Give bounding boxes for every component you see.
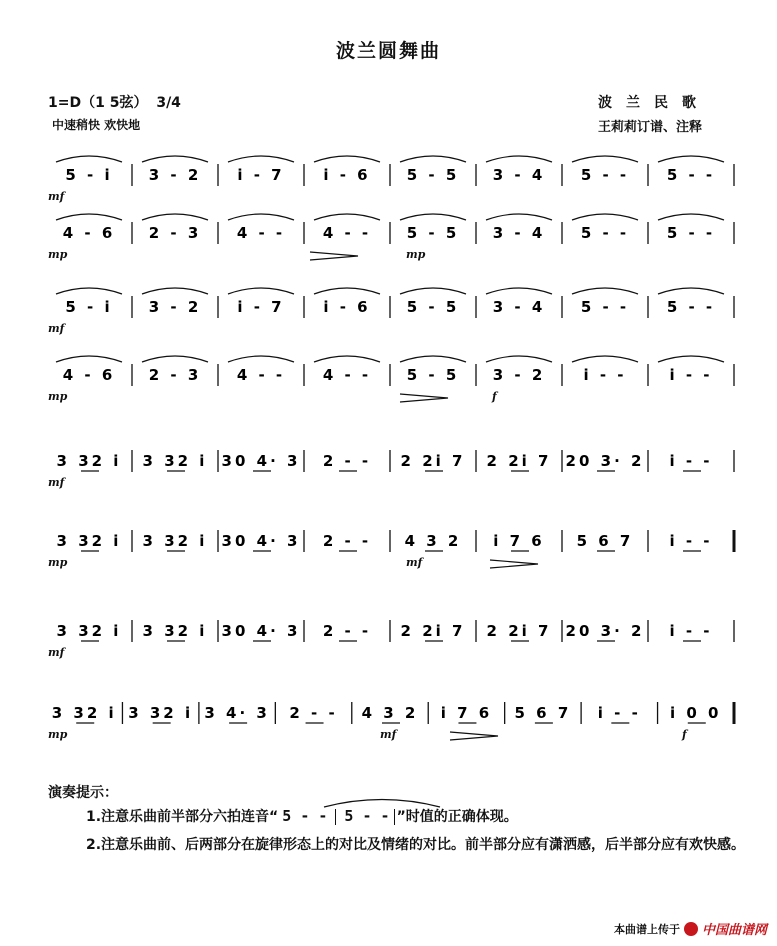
measure-notes: 3 - 2 [148,166,202,184]
measure [57,622,122,641]
key-text: 1=D（1 5弦） [48,95,148,111]
measure-notes: 30 4· 3 [221,622,301,640]
measure-notes: i - - [669,452,713,470]
measure-notes: 4 - - [322,224,372,242]
measure-notes: 20 3· 2 [565,622,645,640]
dynamic-marking: mp [48,728,68,741]
measure [670,704,721,723]
slur-arc-icon [56,288,122,294]
measure [56,214,122,242]
dynamic-marking: mf [48,646,65,659]
barline-icon [394,809,395,825]
slur-arc-icon [658,214,724,220]
measure-notes: 3 - 4 [492,298,546,316]
measure-notes: 3 32 i [142,452,208,470]
dynamic-marking: mp [48,390,68,403]
measure [314,288,380,316]
notes-heading: 演奏提示： [48,785,118,801]
origin-credit: 波兰民歌 [598,95,710,111]
measure-notes: 3 32 i [128,704,194,722]
measure-notes: 2 - - [322,532,372,550]
measure [572,356,638,384]
score-row [40,150,740,210]
measure [401,622,466,641]
dynamic-marking: mp [48,556,68,569]
measure [669,532,712,551]
dynamic-marking: f [682,728,687,741]
measure [314,214,380,242]
measure-notes: 2 - 3 [148,366,202,384]
measure [142,288,208,316]
measure [401,452,466,471]
measure-notes: 5 - 5 [406,298,460,316]
measure-notes: 5 - i [65,166,113,184]
measure-notes: i - - [669,532,713,550]
measure-notes: 5 - - [666,224,716,242]
slur-arc-icon [314,156,380,162]
measure [572,214,638,242]
measure [57,452,122,471]
dynamic-marking: mf [48,322,65,335]
staff-svg [40,350,740,410]
staff-svg [40,150,740,210]
slur-arc-icon [572,214,638,220]
measure-notes: 5 - 5 [406,224,460,242]
measure [142,356,208,384]
measure [228,214,294,242]
note-1-music-a: 5 - - [282,807,328,825]
measure-notes: 20 3· 2 [565,452,645,470]
measure-notes: 3 32 i [142,622,208,640]
staff-svg [40,208,740,268]
slur-arc-icon [400,156,466,162]
measure-notes: 30 4· 3 [221,532,301,550]
measure-notes: 5 - 5 [406,166,460,184]
measure-notes: i - - [583,366,627,384]
measure [56,288,122,316]
key-signature [48,92,181,112]
slur-arc-icon [486,214,552,220]
measure-notes: 4 - - [322,366,372,384]
measure [572,288,638,316]
measure [222,532,301,551]
measure [323,452,371,471]
measure [669,452,712,471]
score-row [40,606,740,666]
measure-notes: 2 2i 7 [400,622,466,640]
measure-notes: 3 - 4 [492,224,546,242]
measure-notes: 2 - - [322,622,372,640]
slur-arc-icon [56,214,122,220]
tie-arc-icon [322,798,442,808]
measure-notes: 3 32 i [56,452,122,470]
measure [577,532,634,551]
measure [515,704,572,723]
slur-arc-icon [142,356,208,362]
measure [566,622,645,641]
dynamic-marking: mf [406,556,423,569]
staff-svg [40,606,740,666]
note-1-suffix: ”时值的正确体现。 [396,809,518,825]
measure-notes: i - - [597,704,641,722]
measure [143,452,208,471]
measure-notes: i - - [669,366,713,384]
slur-arc-icon [56,356,122,362]
measure-notes: 3 4· 3 [204,704,270,722]
score-row [40,436,740,496]
site-logo-icon [684,922,698,936]
measure-notes: 3 - 2 [492,366,546,384]
measure-notes: 3 - 4 [492,166,546,184]
measure [669,622,712,641]
measure-notes: i 7 6 [493,532,545,550]
footer [614,919,767,938]
measure-notes: 2 - 3 [148,224,202,242]
measure-notes: 3 32 i [56,622,122,640]
note-item-1 [86,806,518,826]
measure [143,532,208,551]
measure [441,704,492,723]
slur-arc-icon [142,288,208,294]
page-title: 波兰圆舞曲 [335,40,441,62]
measure-notes: 5 - - [580,166,630,184]
time-signature: 3/4 [156,95,181,111]
measure [566,452,645,471]
measure-notes: 5 - i [65,298,113,316]
measure [400,288,466,316]
footer-upload-text: 本曲谱上传于 [613,922,680,936]
tempo-marking: 中速稍快 欢快地 [52,118,141,132]
measure-notes: 4 - 6 [62,366,116,384]
measure [142,214,208,242]
measure [56,156,122,184]
measure [658,288,724,316]
measure [228,356,294,384]
measure [486,156,552,184]
measure-notes: 3 32 i [142,532,208,550]
slur-arc-icon [314,288,380,294]
measure [400,356,466,384]
staff-svg [40,282,740,342]
measure [658,214,724,242]
measure-notes: i - 6 [323,166,371,184]
slur-arc-icon [658,156,724,162]
note-1-music-b: 5 - - [344,807,390,825]
hairpin-icon [310,252,358,260]
measure [143,622,208,641]
slur-arc-icon [228,214,294,220]
measure-notes: i 0 0 [670,704,722,722]
measure [486,288,552,316]
measure [128,704,193,723]
hairpin-icon [490,560,538,568]
measure [228,156,294,184]
hairpin-icon [450,732,498,740]
measure [658,356,724,384]
measure-notes: 2 2i 7 [486,622,552,640]
site-name[interactable]: 中国曲谱网 [701,923,767,938]
measure-notes: 5 - 5 [406,366,460,384]
slur-arc-icon [486,156,552,162]
slur-arc-icon [228,156,294,162]
measure [572,156,638,184]
slur-arc-icon [400,214,466,220]
measure [598,704,641,723]
measure [52,704,117,723]
note-item-2: 2.注意乐曲前、后两部分在旋律形态上的对比及情绪的对比。前半部分应有潇洒感，后半部分应有欢快感。 [86,837,746,853]
dynamic-marking: mf [48,190,65,203]
measure [142,156,208,184]
slur-arc-icon [314,214,380,220]
measure-notes: i - 7 [237,298,285,316]
measure-notes: 4 - 6 [62,224,116,242]
score-row [40,688,740,748]
measure [493,532,544,551]
slur-arc-icon [56,156,122,162]
slur-arc-icon [486,356,552,362]
slur-arc-icon [486,288,552,294]
measure-notes: 4 - - [236,224,286,242]
measure [57,532,122,551]
measure [487,452,552,471]
measure-notes: 3 32 i [56,532,122,550]
slur-arc-icon [228,356,294,362]
measure [487,622,552,641]
measure-notes: 5 - - [666,166,716,184]
measure-notes: 5 - - [580,224,630,242]
slur-arc-icon [572,156,638,162]
measure [486,356,552,384]
measure [314,156,380,184]
measure-notes: i - 7 [237,166,285,184]
measure [405,532,462,551]
measure-notes: i - 6 [323,298,371,316]
dynamic-marking: mp [48,248,68,261]
measure-notes: 2 - - [322,452,372,470]
slur-arc-icon [658,356,724,362]
measure-notes: 4 - - [236,366,286,384]
arranger-credit: 王莉莉订谱、注释 [598,120,703,135]
measure-notes: 2 2i 7 [400,452,466,470]
measure-notes: 5 6 7 [514,704,572,722]
measure [204,704,269,723]
dynamic-marking: f [492,390,497,403]
measure-notes: 2 - - [289,704,338,722]
measure-notes: i 7 6 [440,704,493,722]
measure [228,288,294,316]
measure [400,156,466,184]
slur-arc-icon [400,288,466,294]
slur-arc-icon [314,356,380,362]
measure [486,214,552,242]
measure-notes: 3 32 i [51,704,117,722]
measure [289,704,337,723]
staff-svg [40,436,740,496]
slur-arc-icon [228,288,294,294]
measure-notes: 4 3 2 [404,532,462,550]
slur-arc-icon [572,288,638,294]
barline-icon [335,809,336,825]
score-row [40,350,740,410]
measure [400,214,466,242]
measure [362,704,419,723]
slur-arc-icon [572,356,638,362]
measure [314,356,380,384]
measure-notes: 4 3 2 [361,704,419,722]
measure [658,156,724,184]
slur-arc-icon [142,214,208,220]
dynamic-marking: mp [406,248,426,261]
measure-notes: i - - [669,622,713,640]
measure-notes: 2 2i 7 [486,452,552,470]
slur-arc-icon [400,356,466,362]
slur-arc-icon [142,156,208,162]
measure [222,622,301,641]
hairpin-icon [400,394,448,402]
measure-notes: 5 6 7 [576,532,634,550]
dynamic-marking: mf [380,728,397,741]
slur-arc-icon [658,288,724,294]
measure-notes: 30 4· 3 [221,452,301,470]
staff-svg [40,516,740,576]
measure [56,356,122,384]
score-row [40,208,740,268]
score-row [40,516,740,576]
measure [323,532,371,551]
measure-notes: 5 - - [666,298,716,316]
measure [222,452,301,471]
dynamic-marking: mf [48,476,65,489]
note-1-prefix: 1.注意乐曲前半部分六拍连音“ [86,809,279,825]
measure-notes: 5 - - [580,298,630,316]
score-row [40,282,740,342]
measure-notes: 3 - 2 [148,298,202,316]
measure [323,622,371,641]
